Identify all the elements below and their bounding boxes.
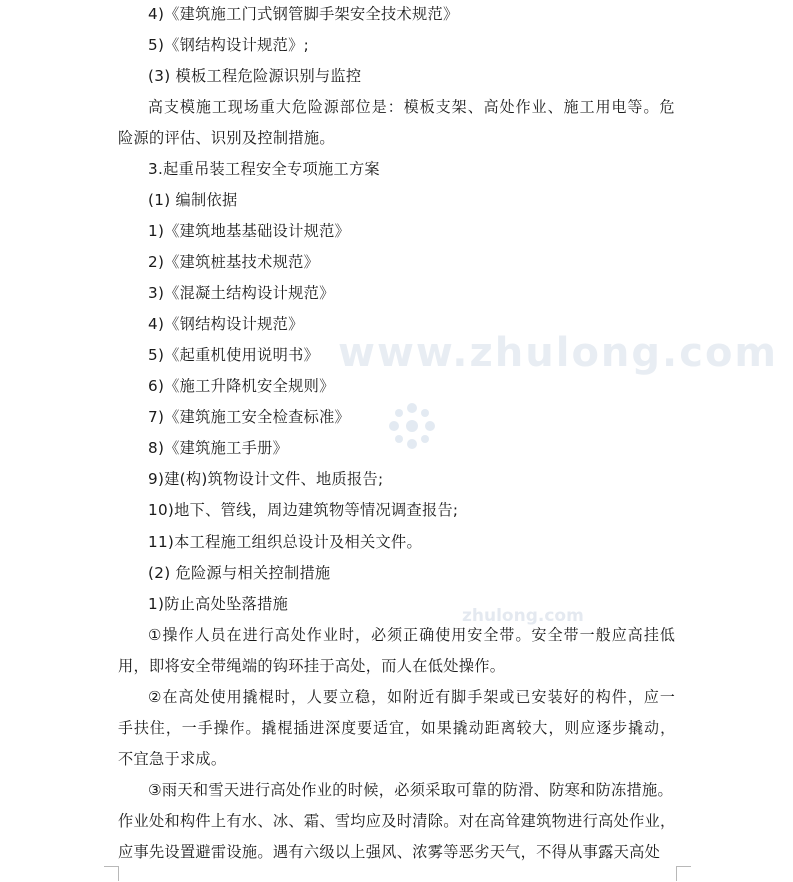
- text-line: 4)《建筑施工门式钢管脚手架安全技术规范》: [148, 5, 459, 23]
- section-heading: 3.起重吊装工程安全专项施工方案: [148, 160, 380, 178]
- watermark-text: www.zhulong.com: [338, 330, 779, 376]
- text-line: ③雨天和雪天进行高处作业的时候，必须采取可靠的防滑、防寒和防冻措施。: [148, 781, 674, 799]
- watermark-small-text: zhulong.com: [462, 606, 584, 626]
- page-corner-mark: [676, 866, 691, 881]
- list-item: 7)《建筑施工安全检查标准》: [148, 408, 351, 426]
- text-line: 用，即将安全带绳端的钩环挂于高处，而人在低处操作。: [118, 657, 506, 675]
- text-line: 高支模施工现场重大危险源部位是：模板支架、高处作业、施工用电等。危: [148, 98, 676, 116]
- list-item: 6)《施工升降机安全规则》: [148, 377, 335, 395]
- section-heading: (2) 危险源与相关控制措施: [148, 564, 331, 582]
- list-item: 9)建(构)筑物设计文件、地质报告;: [148, 470, 384, 488]
- list-item: 5)《起重机使用说明书》: [148, 346, 320, 364]
- list-item: 1)《建筑地基基础设计规范》: [148, 222, 351, 240]
- list-item: 8)《建筑施工手册》: [148, 439, 289, 457]
- text-line: ①操作人员在进行高处作业时，必须正确使用安全带。安全带一般应高挂低: [148, 626, 676, 644]
- text-line: 作业处和构件上有水、冰、霜、雪均应及时清除。对在高耸建筑物进行高处作业，: [118, 812, 676, 830]
- list-item: 2)《建筑桩基技术规范》: [148, 253, 320, 271]
- text-line: ②在高处使用撬棍时，人要立稳，如附近有脚手架或已安装好的构件，应一: [148, 688, 676, 706]
- text-line: 手扶住，一手操作。撬棍插进深度要适宜，如果撬动距离较大，则应逐步撬动，: [118, 719, 677, 737]
- page-corner-mark: [104, 866, 119, 881]
- text-line: 5)《钢结构设计规范》;: [148, 36, 309, 54]
- text-line: 应事先设置避雷设施。遇有六级以上强风、浓雾等恶劣天气，不得从事露天高处: [118, 843, 661, 861]
- section-heading: 1)防止高处坠落措施: [148, 595, 289, 613]
- text-line: 险源的评估、识别及控制措施。: [118, 129, 335, 147]
- list-item: 4)《钢结构设计规范》: [148, 315, 304, 333]
- section-heading: (1) 编制依据: [148, 191, 238, 209]
- zhulong-logo-icon: [386, 400, 438, 452]
- list-item: 3)《混凝土结构设计规范》: [148, 284, 335, 302]
- list-item: 11)本工程施工组织总设计及相关文件。: [148, 533, 422, 551]
- list-item: 10)地下、管线，周边建筑物等情况调查报告;: [148, 501, 459, 519]
- section-heading: (3) 模板工程危险源识别与监控: [148, 67, 362, 85]
- text-line: 不宜急于求成。: [118, 750, 227, 768]
